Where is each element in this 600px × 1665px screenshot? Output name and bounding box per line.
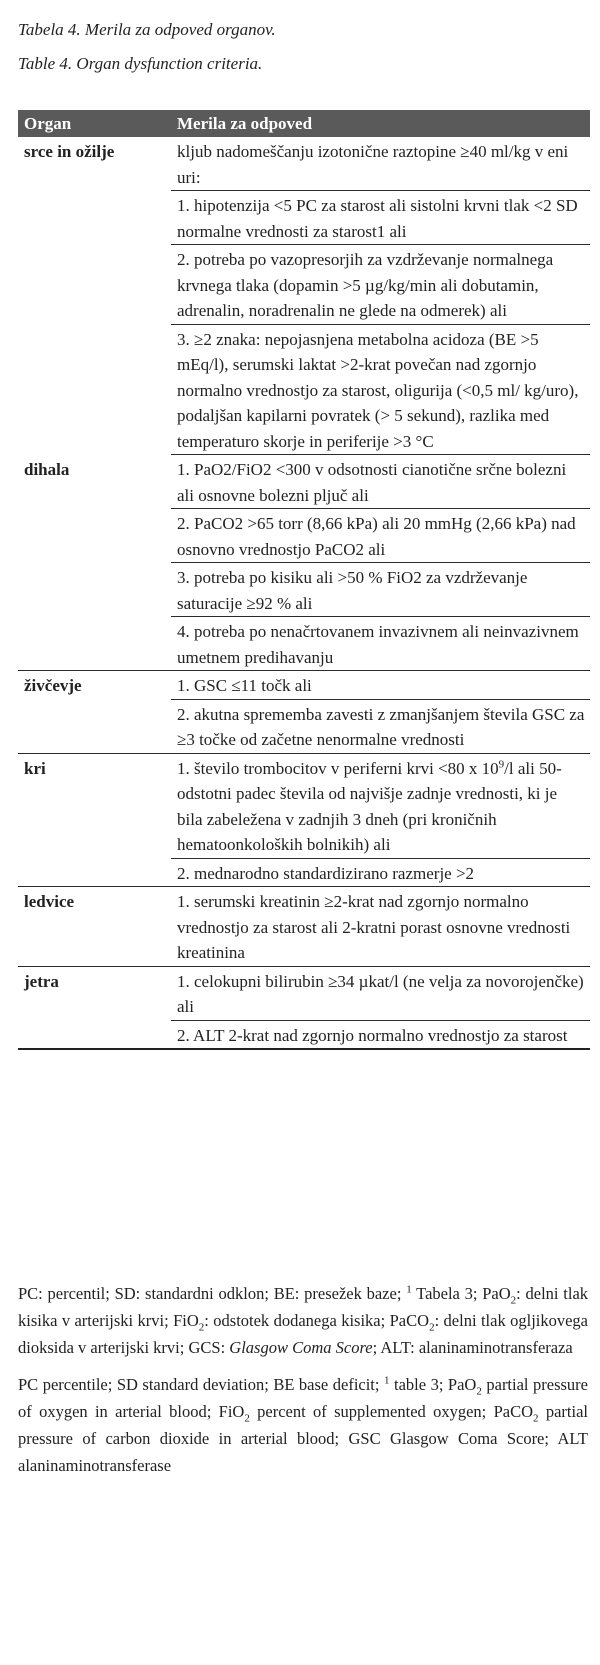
subscript: 2 [510,1294,517,1307]
table-row [18,137,590,191]
superscript: 9 [498,757,505,770]
footnote-text: PC: percentil; SD: standardni odklon; BE: presežek baze; [18,1284,407,1303]
header-organ: Organ [18,110,171,137]
criterion-cell [171,753,590,858]
footnote-text: : odstotek dodanega kisika; PaCO [204,1311,430,1330]
criterion-cell: 2. potreba po vazopresorjih za vzdrževanje normalnega krvnega tlaka (dopamin >5 µg/kg/min ali dobutamin, adrenalin, noradrenalin ne glede na odmerek) ali [171,245,590,325]
organ-dysfunction-table [18,110,590,1050]
footnote-text: percent of supplemented oxygen; PaCO [249,1402,533,1421]
criterion-cell: 1. serumski kreatinin ≥2-krat nad zgornjo normalno vrednostjo za starost ali 2-kratni porast osnovne vrednosti kreatinina [171,887,590,967]
criterion-cell: 1. PaO2/FiO2 <300 v odsotnosti cianotične srčne bolezni ali osnovne bolezni pljuč ali [171,455,590,509]
criterion-cell: 3. ≥2 znaka: nepojasnjena metabolna acidoza (BE >5 mEq/l), serumski laktat >2-krat povečan nad zgornjo normalno vrednostjo za starost, oligurija (<0,5 ml/ kg/uro), podaljšan kapilarni povratek (> 5 sekund), razlika med temperaturo skorje in periferije >3 °C [171,324,590,455]
organ-cell-respiratory: dihala [18,455,171,671]
table-row [18,887,590,967]
footnote-text: Tabela 3; PaO [411,1284,511,1303]
table-caption-slovenian: Tabela 4. Merila za odpoved organov. [18,20,276,39]
criterion-cell: 4. potreba po nenačrtovanem invazivnem ali neinvazivnem umetnem predihavanju [171,617,590,671]
subscript: 2 [429,1321,435,1334]
criterion-cell: 3. potreba po kisiku ali >50 % FiO2 za vzdrževanje saturacije ≥92 % ali [171,563,590,617]
organ-cell-blood: kri [18,753,171,887]
footnote-english [18,1371,588,1479]
criterion-cell: 1. celokupni bilirubin ≥34 µkat/l (ne velja za novorojenčke) ali [171,966,590,1020]
superscript: 1 [406,1283,412,1296]
footnote-text: table 3; PaO [389,1375,477,1394]
subscript: 2 [476,1385,482,1398]
criterion-cell: 2. ALT 2-krat nad zgornjo normalno vrednostjo za starost [171,1020,590,1049]
criterion-cell: 1. hipotenzija <5 PC za starost ali sistolni krvni tlak <2 SD normalne vrednosti za starost1 ali [171,191,590,245]
criterion-cell: 2. PaCO2 >65 torr (8,66 kPa) ali 20 mmHg (2,66 kPa) nad osnovno vrednostjo PaCO2 ali [171,509,590,563]
criterion-cell: 1. GSC ≤11 točk ali [171,671,590,700]
footnote-text: ; ALT: alaninaminotransferaza [372,1338,573,1357]
table-row [18,753,590,858]
footnote-text: : delni tlak ogljikovega dioksida v arterijski krvi; GCS: [18,1311,589,1357]
footnote-text: partial pressure of oxygen in arterial blood; FiO [18,1375,589,1421]
criterion-cell: 2. mednarodno standardizirano razmerje >2 [171,858,590,887]
organ-cell-liver: jetra [18,966,171,1049]
footnote-text: PC percentile; SD standard deviation; BE base deficit; [18,1375,384,1394]
table-row [18,671,590,700]
subscript: 2 [244,1412,250,1425]
footnote-text: partial pressure of carbon dioxide in arterial blood; GSC Glasgow Coma Score; ALT alaninaminotransferase [18,1402,588,1475]
superscript: 1 [384,1374,390,1387]
organ-cell-kidneys: ledvice [18,887,171,967]
table-header [18,110,590,137]
criterion-text: 1. število trombocitov v periferni krvi <80 x 10 [177,758,499,778]
table-row [18,966,590,1020]
subscript: 2 [533,1412,539,1425]
footnote-gcs-italic: Glasgow Coma Score [229,1338,373,1357]
header-criteria: Merila za odpoved [171,110,590,137]
organ-cell-nervous: živčevje [18,671,171,754]
subscript: 2 [198,1321,205,1334]
table-footnotes [18,1280,588,1489]
footnote-slovenian [18,1280,588,1361]
criterion-cell: 2. akutna sprememba zavesti z zmanjšanjem števila GSC za ≥3 točke od začetne nenormalne vrednosti [171,699,590,753]
table-caption-english: Table 4. Organ dysfunction criteria. [18,54,263,73]
criterion-text: /l ali 50-odstotni padec števila od najvišje zadnje vrednosti, ki je bila zabeležena v zadnjih 3 dneh (pri kroničnih hematoonkoloških bolnikih) ali [177,758,562,854]
footnote-text: : delni tlak kisika v arterijski krvi; FiO [18,1284,589,1330]
table-row [18,455,590,509]
criterion-cell: kljub nadomeščanju izotonične raztopine ≥40 ml/kg v eni uri: [171,137,590,191]
organ-cell-cardiovascular: srce in ožilje [24,142,115,161]
